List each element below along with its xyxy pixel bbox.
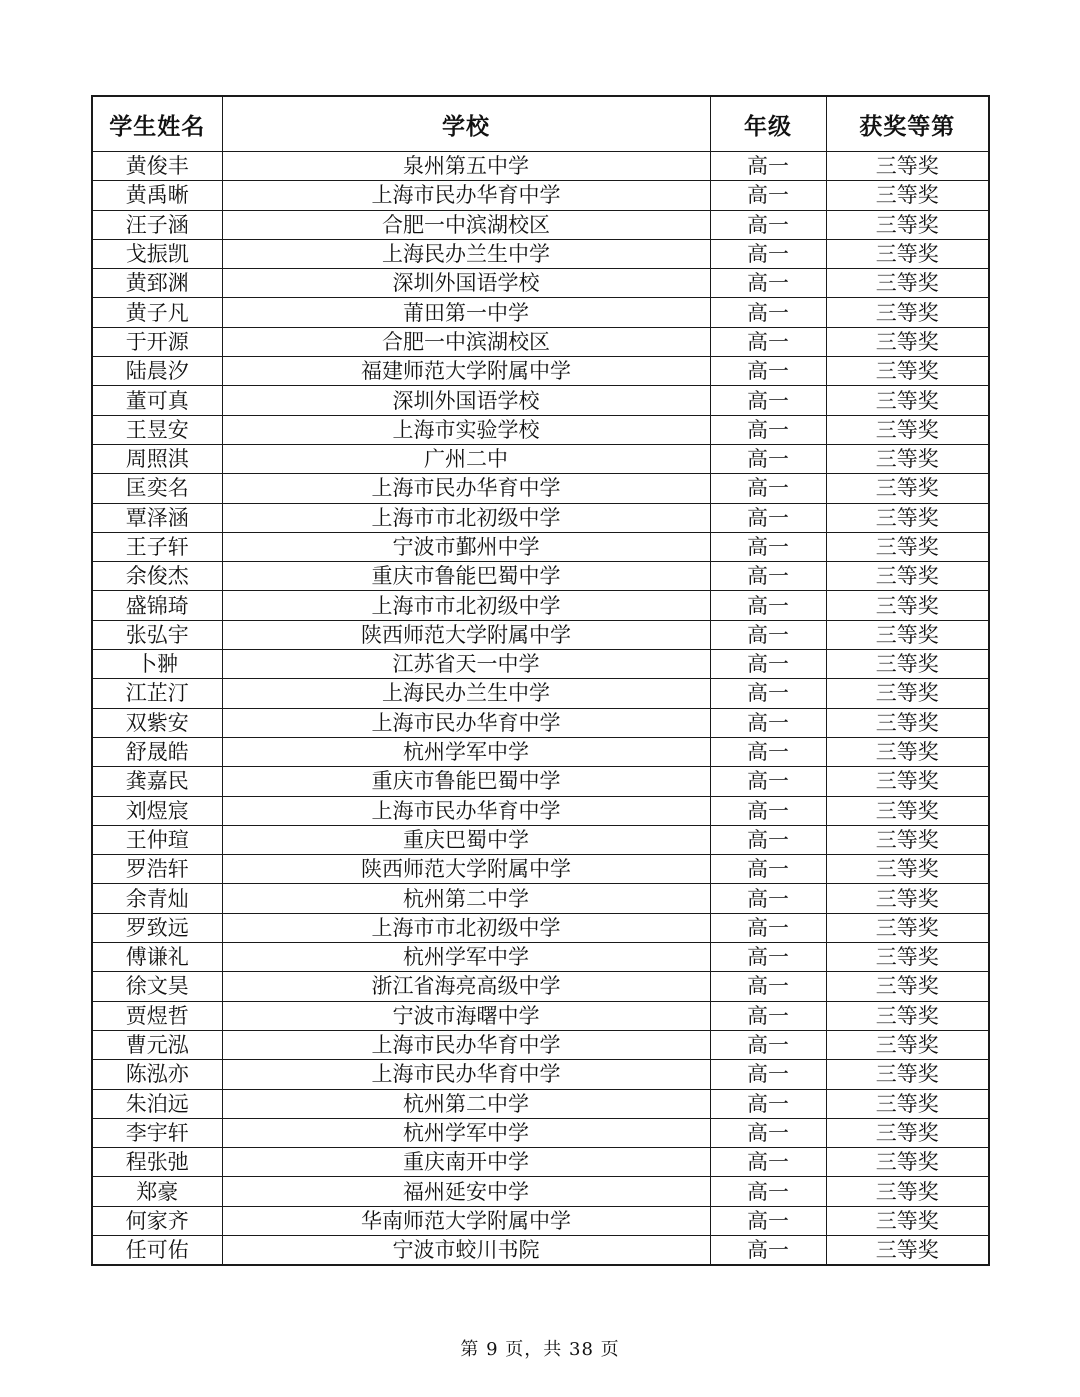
table-row [92, 357, 989, 386]
table-row [92, 503, 989, 532]
cell-award-level: 三等奖 [826, 943, 989, 972]
cell-student-name: 郑豪 [92, 1177, 222, 1206]
cell-award-level: 三等奖 [826, 503, 989, 532]
cell-school: 上海市市北初级中学 [222, 591, 710, 620]
cell-school: 杭州第二中学 [222, 1089, 710, 1118]
cell-award-level: 三等奖 [826, 269, 989, 298]
cell-award-level: 三等奖 [826, 386, 989, 415]
cell-student-name: 江芷汀 [92, 679, 222, 708]
cell-award-level: 三等奖 [826, 1089, 989, 1118]
cell-student-name: 任可佑 [92, 1235, 222, 1265]
cell-grade: 高一 [710, 1206, 826, 1235]
cell-grade: 高一 [710, 269, 826, 298]
cell-student-name: 徐文昊 [92, 972, 222, 1001]
table-row [92, 239, 989, 268]
cell-student-name: 戈振凯 [92, 239, 222, 268]
cell-award-level: 三等奖 [826, 972, 989, 1001]
cell-award-level: 三等奖 [826, 357, 989, 386]
cell-award-level: 三等奖 [826, 737, 989, 766]
cell-award-level: 三等奖 [826, 532, 989, 561]
cell-school: 上海市民办华育中学 [222, 474, 710, 503]
cell-award-level: 三等奖 [826, 620, 989, 649]
cell-school: 莆田第一中学 [222, 298, 710, 327]
cell-grade: 高一 [710, 327, 826, 356]
cell-grade: 高一 [710, 1089, 826, 1118]
cell-school: 深圳外国语学校 [222, 386, 710, 415]
cell-school: 重庆市鲁能巴蜀中学 [222, 562, 710, 591]
table-row [92, 884, 989, 913]
cell-school: 上海市民办华育中学 [222, 181, 710, 210]
cell-student-name: 黄子凡 [92, 298, 222, 327]
cell-school: 上海市民办华育中学 [222, 708, 710, 737]
cell-school: 重庆南开中学 [222, 1148, 710, 1177]
cell-student-name: 舒晟皓 [92, 737, 222, 766]
table-row [92, 591, 989, 620]
cell-grade: 高一 [710, 532, 826, 561]
cell-award-level: 三等奖 [826, 239, 989, 268]
cell-award-level: 三等奖 [826, 1001, 989, 1030]
table-row [92, 943, 989, 972]
cell-award-level: 三等奖 [826, 474, 989, 503]
table-row [92, 386, 989, 415]
table-row [92, 679, 989, 708]
table-row [92, 181, 989, 210]
table-row [92, 767, 989, 796]
cell-grade: 高一 [710, 562, 826, 591]
table-row [92, 737, 989, 766]
cell-student-name: 黄俊丰 [92, 152, 222, 181]
cell-student-name: 周照淇 [92, 444, 222, 473]
cell-student-name: 董可真 [92, 386, 222, 415]
cell-school: 合肥一中滨湖校区 [222, 210, 710, 239]
cell-student-name: 罗致远 [92, 913, 222, 942]
cell-school: 深圳外国语学校 [222, 269, 710, 298]
table-row [92, 1030, 989, 1059]
cell-school: 杭州学军中学 [222, 943, 710, 972]
cell-award-level: 三等奖 [826, 913, 989, 942]
cell-student-name: 黄郅渊 [92, 269, 222, 298]
cell-student-name: 刘煜宸 [92, 796, 222, 825]
cell-school: 上海市市北初级中学 [222, 913, 710, 942]
cell-award-level: 三等奖 [826, 210, 989, 239]
cell-school: 上海民办兰生中学 [222, 679, 710, 708]
table-row [92, 562, 989, 591]
cell-student-name: 何家齐 [92, 1206, 222, 1235]
cell-school: 重庆市鲁能巴蜀中学 [222, 767, 710, 796]
cell-student-name: 盛锦琦 [92, 591, 222, 620]
cell-award-level: 三等奖 [826, 767, 989, 796]
table-row [92, 913, 989, 942]
table-row [92, 1118, 989, 1147]
cell-student-name: 陈泓亦 [92, 1060, 222, 1089]
cell-school: 上海市民办华育中学 [222, 796, 710, 825]
cell-student-name: 程张弛 [92, 1148, 222, 1177]
cell-award-level: 三等奖 [826, 444, 989, 473]
cell-school: 上海民办兰生中学 [222, 239, 710, 268]
cell-award-level: 三等奖 [826, 708, 989, 737]
cell-grade: 高一 [710, 1177, 826, 1206]
cell-award-level: 三等奖 [826, 298, 989, 327]
cell-award-level: 三等奖 [826, 884, 989, 913]
cell-school: 宁波市蛟川书院 [222, 1235, 710, 1265]
cell-award-level: 三等奖 [826, 591, 989, 620]
table-row [92, 1177, 989, 1206]
cell-award-level: 三等奖 [826, 1235, 989, 1265]
cell-grade: 高一 [710, 679, 826, 708]
cell-grade: 高一 [710, 825, 826, 854]
header-grade: 年级 [710, 96, 826, 152]
cell-award-level: 三等奖 [826, 825, 989, 854]
table-row [92, 444, 989, 473]
cell-school: 华南师范大学附属中学 [222, 1206, 710, 1235]
cell-school: 合肥一中滨湖校区 [222, 327, 710, 356]
cell-student-name: 曹元泓 [92, 1030, 222, 1059]
cell-grade: 高一 [710, 650, 826, 679]
cell-school: 广州二中 [222, 444, 710, 473]
table-body [92, 152, 989, 1266]
table-row [92, 210, 989, 239]
cell-school: 浙江省海亮高级中学 [222, 972, 710, 1001]
cell-school: 宁波市鄞州中学 [222, 532, 710, 561]
cell-student-name: 卜翀 [92, 650, 222, 679]
cell-student-name: 罗浩轩 [92, 855, 222, 884]
cell-grade: 高一 [710, 181, 826, 210]
cell-school: 上海市实验学校 [222, 415, 710, 444]
cell-grade: 高一 [710, 1148, 826, 1177]
cell-school: 杭州第二中学 [222, 884, 710, 913]
cell-grade: 高一 [710, 357, 826, 386]
cell-student-name: 汪子涵 [92, 210, 222, 239]
table-row [92, 1206, 989, 1235]
cell-grade: 高一 [710, 591, 826, 620]
cell-award-level: 三等奖 [826, 181, 989, 210]
cell-student-name: 匡奕名 [92, 474, 222, 503]
table-row [92, 796, 989, 825]
table-row [92, 474, 989, 503]
cell-grade: 高一 [710, 855, 826, 884]
table-row [92, 972, 989, 1001]
cell-grade: 高一 [710, 239, 826, 268]
cell-school: 泉州第五中学 [222, 152, 710, 181]
table-row [92, 327, 989, 356]
cell-student-name: 黄禹晰 [92, 181, 222, 210]
cell-grade: 高一 [710, 210, 826, 239]
cell-award-level: 三等奖 [826, 650, 989, 679]
cell-student-name: 余青灿 [92, 884, 222, 913]
table-row [92, 1001, 989, 1030]
header-school: 学校 [222, 96, 710, 152]
cell-student-name: 王仲瑄 [92, 825, 222, 854]
cell-award-level: 三等奖 [826, 855, 989, 884]
cell-grade: 高一 [710, 737, 826, 766]
award-list-table [91, 95, 990, 1266]
cell-school: 江苏省天一中学 [222, 650, 710, 679]
cell-school: 宁波市海曙中学 [222, 1001, 710, 1030]
cell-school: 陕西师范大学附属中学 [222, 855, 710, 884]
cell-award-level: 三等奖 [826, 679, 989, 708]
cell-school: 上海市民办华育中学 [222, 1030, 710, 1059]
cell-student-name: 于开源 [92, 327, 222, 356]
cell-student-name: 张弘宇 [92, 620, 222, 649]
cell-award-level: 三等奖 [826, 415, 989, 444]
cell-grade: 高一 [710, 298, 826, 327]
cell-school: 福建师范大学附属中学 [222, 357, 710, 386]
cell-grade: 高一 [710, 444, 826, 473]
cell-school: 杭州学军中学 [222, 737, 710, 766]
cell-award-level: 三等奖 [826, 1030, 989, 1059]
table-header [92, 96, 989, 152]
table-row [92, 532, 989, 561]
cell-grade: 高一 [710, 972, 826, 1001]
cell-award-level: 三等奖 [826, 796, 989, 825]
cell-grade: 高一 [710, 620, 826, 649]
cell-grade: 高一 [710, 1235, 826, 1265]
table-row [92, 1089, 989, 1118]
cell-student-name: 王子轩 [92, 532, 222, 561]
cell-grade: 高一 [710, 708, 826, 737]
cell-grade: 高一 [710, 943, 826, 972]
cell-award-level: 三等奖 [826, 1118, 989, 1147]
cell-student-name: 双紫安 [92, 708, 222, 737]
table-row [92, 298, 989, 327]
cell-student-name: 陆晨汐 [92, 357, 222, 386]
cell-grade: 高一 [710, 1030, 826, 1059]
header-student-name: 学生姓名 [92, 96, 222, 152]
table-row [92, 415, 989, 444]
cell-school: 上海市民办华育中学 [222, 1060, 710, 1089]
cell-grade: 高一 [710, 884, 826, 913]
cell-award-level: 三等奖 [826, 1206, 989, 1235]
cell-student-name: 覃泽涵 [92, 503, 222, 532]
table-row [92, 650, 989, 679]
cell-grade: 高一 [710, 152, 826, 181]
cell-award-level: 三等奖 [826, 1060, 989, 1089]
cell-school: 上海市市北初级中学 [222, 503, 710, 532]
cell-grade: 高一 [710, 913, 826, 942]
table-row [92, 1235, 989, 1265]
table-row [92, 269, 989, 298]
cell-school: 杭州学军中学 [222, 1118, 710, 1147]
page-footer: 第 9 页，共 38 页 [460, 1339, 620, 1360]
cell-award-level: 三等奖 [826, 1177, 989, 1206]
table-row [92, 620, 989, 649]
cell-student-name: 王昱安 [92, 415, 222, 444]
cell-school: 福州延安中学 [222, 1177, 710, 1206]
cell-grade: 高一 [710, 503, 826, 532]
cell-award-level: 三等奖 [826, 562, 989, 591]
header-award-level: 获奖等第 [826, 96, 989, 152]
cell-grade: 高一 [710, 1060, 826, 1089]
table-row [92, 152, 989, 181]
cell-student-name: 傅谦礼 [92, 943, 222, 972]
table-row [92, 708, 989, 737]
cell-student-name: 贾煜哲 [92, 1001, 222, 1030]
cell-award-level: 三等奖 [826, 327, 989, 356]
cell-award-level: 三等奖 [826, 1148, 989, 1177]
cell-grade: 高一 [710, 386, 826, 415]
cell-grade: 高一 [710, 1001, 826, 1030]
cell-grade: 高一 [710, 415, 826, 444]
cell-student-name: 李宇轩 [92, 1118, 222, 1147]
table-row [92, 855, 989, 884]
cell-school: 重庆巴蜀中学 [222, 825, 710, 854]
cell-student-name: 龚嘉民 [92, 767, 222, 796]
table-row [92, 825, 989, 854]
header-row [92, 96, 989, 152]
cell-student-name: 朱泊远 [92, 1089, 222, 1118]
cell-award-level: 三等奖 [826, 152, 989, 181]
cell-grade: 高一 [710, 1118, 826, 1147]
cell-grade: 高一 [710, 474, 826, 503]
cell-student-name: 余俊杰 [92, 562, 222, 591]
table-row [92, 1148, 989, 1177]
cell-grade: 高一 [710, 767, 826, 796]
cell-school: 陕西师范大学附属中学 [222, 620, 710, 649]
cell-grade: 高一 [710, 796, 826, 825]
table-row [92, 1060, 989, 1089]
